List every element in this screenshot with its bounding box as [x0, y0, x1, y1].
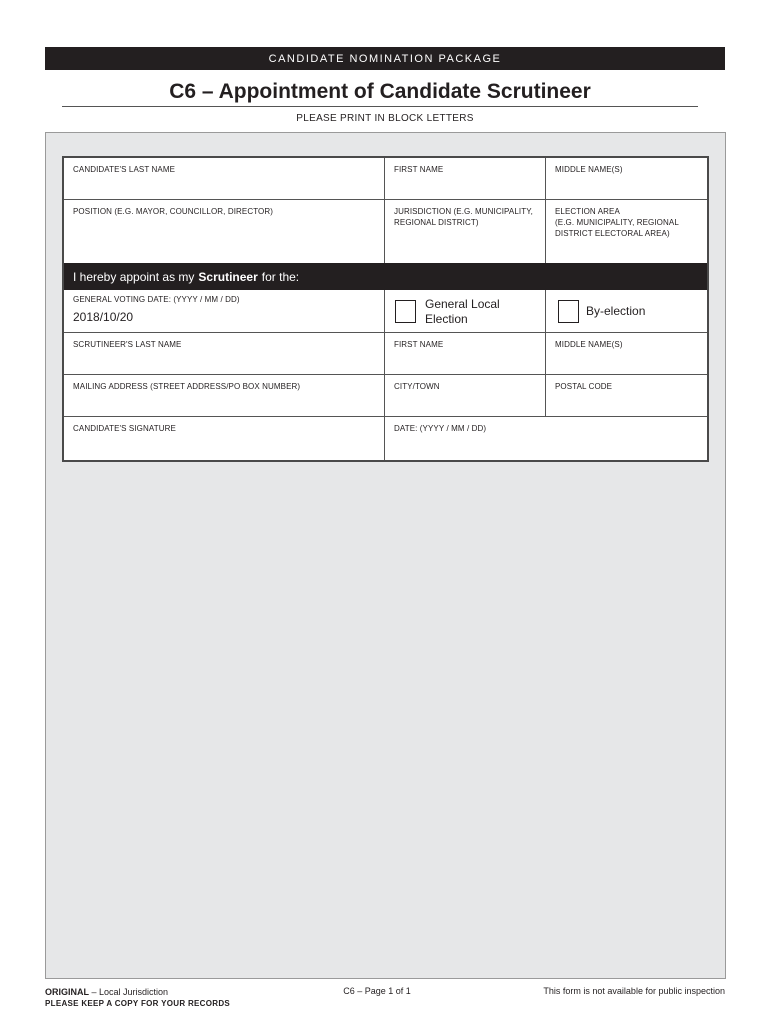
by-election-checkbox[interactable] — [558, 300, 579, 323]
appointment-role: Scrutineer — [198, 269, 258, 284]
package-banner: CANDIDATE NOMINATION PACKAGE — [45, 47, 725, 70]
appointment-prefix: I hereby appoint as my — [73, 269, 195, 284]
candidate-first-name-label: FIRST NAME — [394, 165, 444, 174]
scrutineer-last-name-label: SCRUTINEER'S LAST NAME — [73, 340, 182, 349]
general-election-checkbox[interactable] — [395, 300, 416, 323]
scrutineer-first-name-label: FIRST NAME — [394, 340, 444, 349]
candidate-last-name-label: CANDIDATE'S LAST NAME — [73, 165, 176, 174]
original-text: – Local Jurisdiction — [89, 987, 169, 997]
position-label: POSITION (E.G. MAYOR, COUNCILLOR, DIRECTOR) — [73, 207, 274, 216]
candidate-middle-names-label: MIDDLE NAME(S) — [555, 165, 623, 174]
by-election-option[interactable] — [546, 290, 707, 333]
general-election-label: General Local Election — [425, 297, 500, 326]
signature-date-field[interactable] — [385, 417, 707, 460]
voting-date-field[interactable] — [64, 290, 385, 333]
signature-label: CANDIDATE'S SIGNATURE — [73, 424, 176, 433]
signature-field[interactable] — [64, 417, 385, 460]
election-area-field[interactable] — [546, 200, 707, 263]
inspection-notice: This form is not available for public inspection — [543, 986, 725, 996]
original-label: ORIGINAL — [45, 987, 89, 997]
appointment-suffix: for the: — [261, 269, 300, 284]
scrutineer-middle-names-label: MIDDLE NAME(S) — [555, 340, 623, 349]
postal-code-label: POSTAL CODE — [555, 382, 613, 391]
general-election-option[interactable] — [385, 290, 546, 333]
jurisdiction-field[interactable] — [385, 200, 546, 263]
scrutineer-last-name-field[interactable] — [64, 333, 385, 375]
by-election-label: By-election — [586, 304, 646, 318]
scrutineer-middle-names-field[interactable] — [546, 333, 707, 375]
postal-code-field[interactable] — [546, 375, 707, 417]
print-instruction: PLEASE PRINT IN BLOCK LETTERS — [296, 113, 474, 124]
city-field[interactable] — [385, 375, 546, 417]
position-field[interactable] — [64, 200, 385, 263]
appointment-form — [62, 156, 709, 462]
jurisdiction-label: JURISDICTION (E.G. MUNICIPALITY, REGIONAL DISTRICT) — [394, 207, 533, 227]
voting-date-label: GENERAL VOTING DATE: (YYYY / MM / DD) — [73, 295, 240, 304]
mailing-address-field[interactable] — [64, 375, 385, 417]
mailing-address-label: MAILING ADDRESS (STREET ADDRESS/PO BOX NUMBER) — [73, 382, 301, 391]
copy-note: PLEASE KEEP A COPY FOR YOUR RECORDS — [45, 999, 231, 1008]
election-area-label: ELECTION AREA (E.G. MUNICIPALITY, REGIONAL DISTRICT ELECTORAL AREA) — [555, 207, 679, 238]
city-label: CITY/TOWN — [394, 382, 440, 391]
footer-original — [45, 986, 230, 1010]
candidate-last-name-field[interactable] — [64, 158, 385, 200]
voting-date-value: 2018/10/20 — [73, 310, 134, 324]
signature-date-label: DATE: (YYYY / MM / DD) — [394, 424, 487, 433]
candidate-middle-names-field[interactable] — [546, 158, 707, 200]
scrutineer-first-name-field[interactable] — [385, 333, 546, 375]
title-divider — [62, 106, 698, 107]
form-title: C6 – Appointment of Candidate Scrutineer — [169, 80, 591, 103]
candidate-first-name-field[interactable] — [385, 158, 546, 200]
page-number: C6 – Page 1 of 1 — [343, 986, 411, 996]
appointment-statement — [64, 263, 707, 290]
